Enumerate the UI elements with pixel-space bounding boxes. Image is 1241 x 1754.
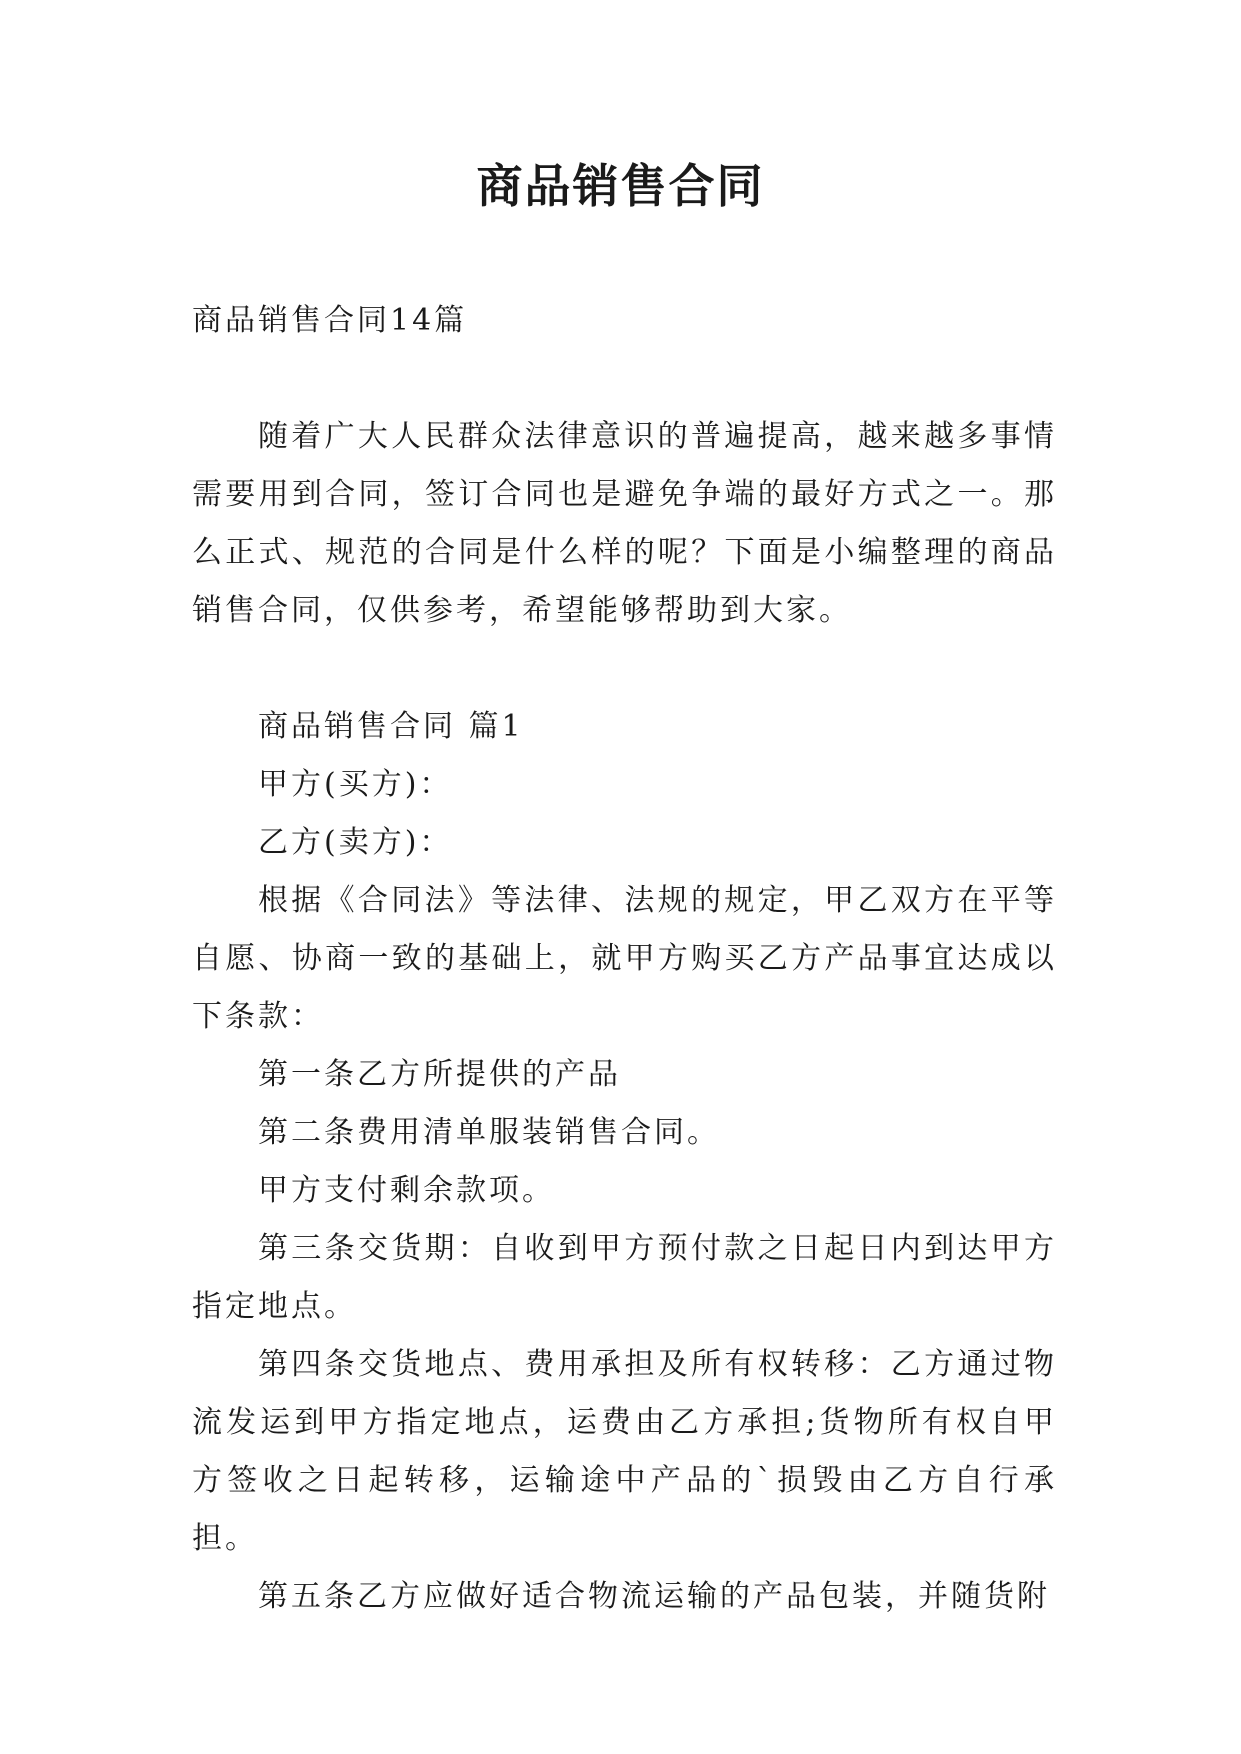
contract-paragraph: 第四条交货地点、费用承担及所有权转移：乙方通过物流发运到甲方指定地点，运费由乙方承担;货物所有权自甲方签收之日起转移，运输途中产品的`损毁由乙方自行承担。	[192, 1347, 1057, 1556]
intro-paragraph: 随着广大人民群众法律意识的普遍提高，越来越多事情需要用到合同，签订合同也是避免争端的最好方式之一。那么正式、规范的合同是什么样的呢？下面是小编整理的商品销售合同，仅供参考，希望能够帮助到大家。	[192, 419, 1057, 628]
contract-paragraph: 第三条交货期：自收到甲方预付款之日起日内到达甲方指定地点。	[192, 1231, 1057, 1324]
section-heading: 商品销售合同 篇1	[258, 709, 524, 744]
contract-paragraph: 第二条费用清单服装销售合同。	[258, 1115, 720, 1150]
contract-paragraph: 第五条乙方应做好适合物流运输的产品包装，并随货附	[258, 1579, 1050, 1614]
document-subtitle: 商品销售合同14篇	[192, 303, 468, 338]
party-a-line: 甲方(买方)：	[258, 767, 453, 802]
party-b-line: 乙方(卖方)：	[258, 825, 453, 860]
contract-paragraph: 第一条乙方所提供的产品	[258, 1057, 621, 1092]
contract-paragraph: 根据《合同法》等法律、法规的规定，甲乙双方在平等自愿、协商一致的基础上，就甲方购买乙方产品事宜达成以下条款：	[192, 883, 1057, 1034]
document-title: 商品销售合同	[476, 159, 765, 213]
contract-paragraph: 甲方支付剩余款项。	[258, 1173, 555, 1208]
document-body	[192, 292, 1057, 1626]
